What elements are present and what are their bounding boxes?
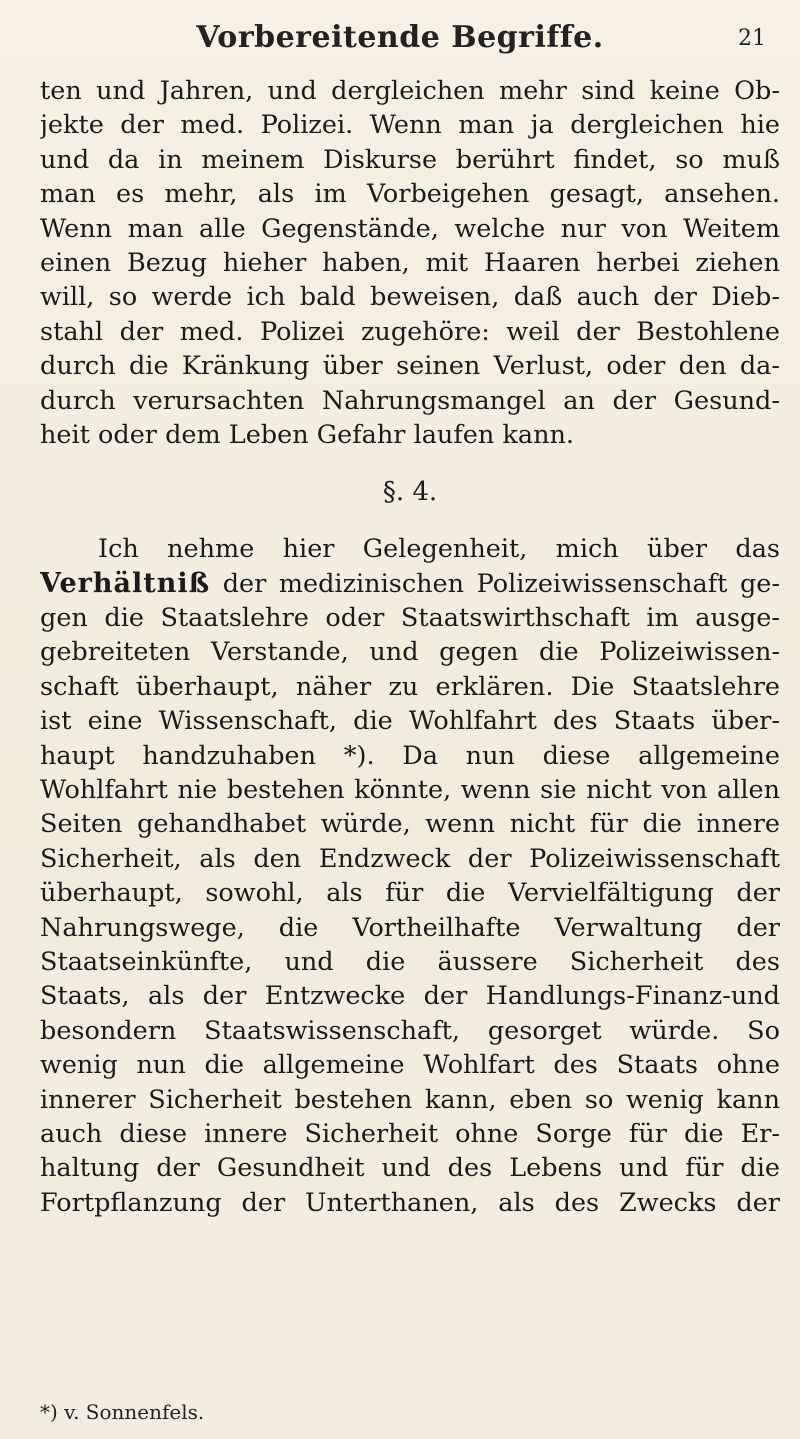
text-line: auch diese innere Sicherheit ohne Sorge für die Er-	[40, 1118, 780, 1149]
text-line: innerer Sicherheit bestehen kann, eben so wenig kann	[40, 1084, 780, 1115]
paragraph-second-line	[40, 567, 780, 601]
text-line: Staatseinkünfte, und die äussere Sicherheit des	[40, 946, 780, 977]
text-line: durch verursachten Nahrungsmangel an der Gesund-	[40, 385, 780, 416]
text-line: schaft überhaupt, näher zu erklären. Die Staatslehre	[40, 671, 780, 702]
text-line: und da in meinem Diskurse berührt findet, so muß	[40, 144, 780, 175]
text-line: haupt handzuhaben *). Da nun diese allgemeine	[40, 740, 780, 771]
text-line: gebreiteten Verstande, und gegen die Polizeiwissen-	[40, 637, 780, 668]
text-line: überhaupt, sowohl, als für die Vervielfältigung der	[40, 878, 780, 909]
section-heading: §. 4.	[382, 477, 438, 508]
text-line: Nahrungswege, die Vortheilhafte Verwaltung der	[40, 912, 780, 943]
text-line: Seiten gehandhabet würde, wenn nicht für die innere	[40, 809, 780, 840]
text-line: Staats, als der Entzwecke der Handlungs-Finanz-und	[40, 981, 780, 1012]
paragraph-first-line: Ich nehme hier Gelegenheit, mich über das	[98, 534, 780, 565]
text-line: Fortpflanzung der Unterthanen, als des Zwecks der	[40, 1187, 780, 1218]
text-line: Wenn man alle Gegenstände, welche nur von Weitem	[40, 213, 780, 244]
text-line: durch die Kränkung über seinen Verlust, oder den da-	[40, 351, 780, 382]
page-header	[0, 20, 800, 64]
text-line: ten und Jahren, und dergleichen mehr sind keine Ob-	[40, 76, 780, 106]
text-line: ist eine Wissenschaft, die Wohlfahrt des Staats über-	[40, 706, 780, 737]
text-line: einen Bezug hieher haben, mit Haaren herbei ziehen	[40, 247, 780, 278]
text-line: man es mehr, als im Vorbeigehen gesagt, ansehen.	[40, 179, 780, 210]
text-line: heit oder dem Leben Gefahr laufen kann.	[40, 419, 575, 450]
text-line: Wohlfahrt nie bestehen könnte, wenn sie nicht von allen	[40, 775, 780, 806]
text-line: gen die Staatslehre oder Staatswirthschaft im ausge-	[40, 603, 780, 634]
footnote: *) v. Sonnenfels.	[40, 1400, 205, 1424]
body-text	[40, 74, 780, 1220]
text-line: will, so werde ich bald beweisen, daß auch der Dieb-	[40, 282, 780, 313]
text-fragment: der medizinischen Polizeiwissenschaft ge-	[222, 568, 780, 599]
text-line: wenig nun die allgemeine Wohlfart des Staats ohne	[40, 1050, 780, 1081]
text-line: stahl der med. Polizei zugehöre: weil der Bestohlene	[40, 316, 780, 347]
emphasized-keyword: Verhältniß	[40, 567, 211, 599]
text-line: haltung der Gesundheit und des Lebens und für die	[40, 1153, 780, 1184]
page-number: 21	[738, 26, 766, 51]
text-line: Sicherheit, als den Endzweck der Polizeiwissenschaft	[40, 843, 780, 874]
running-title: Vorbereitende Begriffe.	[196, 20, 604, 55]
text-line: jekte der med. Polizei. Wenn man ja dergleichen hie	[40, 110, 780, 141]
text-line: besondern Staatswissenschaft, gesorget würde. So	[40, 1015, 780, 1046]
